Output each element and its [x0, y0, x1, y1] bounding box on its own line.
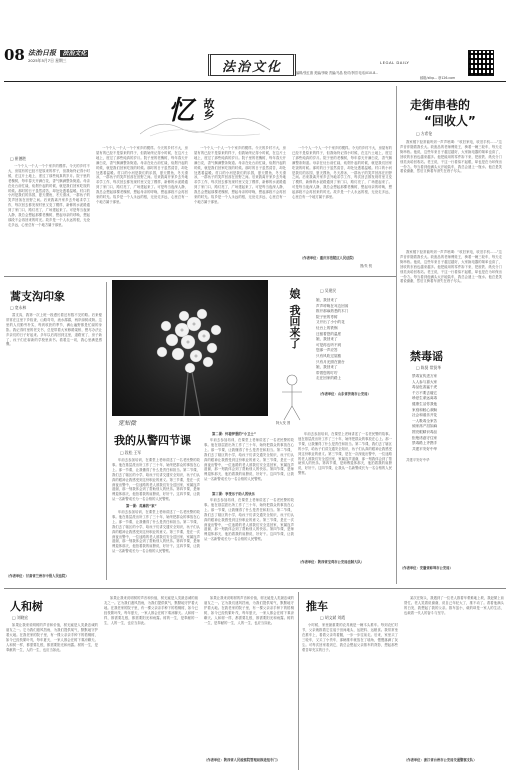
siji-body-text-1b: 年前去参加培训，在课堂上老师讲述了一名老民警的故事。他在基层派出所工作了三十年，始终把群众的事放在心上。那一节课，让我懂得了什么是责任和担当。第二节课，我们去了辖区的小学，给孩子们讲交通安全知识，孩子们认真的眼神让我感受到这份职业的意义。第三节课，是在一次深夜出警中，一位迷路的老人被我们安全送回家，家属连声道谢，那一刻我体会到了帮助别人的快乐。第四节课，是师傅退休那天，他拍着我的肩膀说，好好干。这四节课，让我从一名新警成长为一名合格的人民警察。 — [112, 510, 200, 554]
poem-line: 娘，我回来了 — [316, 337, 338, 342]
poem-title-1: 娘 — [288, 288, 301, 299]
renheshu-body-text-3: 如果让我来说明树的声音和价值，树无疑是人类最忠诚的朋友之一。它为我们遮风挡雨，为我们提供氧气，默默地守护着大地。在我老家的院子里，有一棵父亲亲手种下的梧桐树，如今已经枝繁叶茂，每年夏天，一家人都会在树下乘凉聊天。人和树一样，都需要扎根，都需要阳光和雨露。树的一生，是奉献的一生，人的一生，也应当如此。 — [204, 596, 294, 625]
tuiche-body-col2 — [404, 596, 504, 756]
jinghua-line: 家庭和睦心欢畅 — [412, 407, 438, 412]
section-logo — [208, 54, 296, 76]
siji-body-col2b — [204, 498, 294, 572]
poem-line: 院子里的枣树 — [316, 314, 338, 319]
poem-line: 声声呼唤在耳边回荡 — [316, 303, 349, 308]
siji-body-text-1: 年前去参加培训，在课堂上老师讲述了一名老民警的故事。他在基层派出所工作了三十年，始终把群众的事放在心上。那一节课，让我懂得了什么是责任和担当。第二节课，我们去了辖区的小学，给孩子们讲交通安全知识，孩子们认真的眼神让我感受到这份职业的意义。第三节课，是在一次深夜出警中，一位迷路的老人被我们安全送回家，家属连声道谢，那一刻我体会到了帮助别人的快乐。第四节课，是师傅退休那天，他拍着我的肩膀说，好好干。这四节课，让我从一名新警成长为一名合格的人民警察。 — [112, 458, 200, 502]
huiluren-body-text-1: 我家楼下经常能听到一声声吆喝：“收旧家电，收旧手机……”这声音伴随着我长大。收废品的老师傅姓王，骑着一辆三轮车，每天走街串巷。他说，这些年来日子越过越好，大家换电器的频率也高了，回收的东西也越来越多。他把能用的零件拆下来，把废铁、纸壳分门别类卖给回收站。老王说，干这一行看似不起眼，却也是在为环保出一份力。每当看到他满头大汗地装车，我总会递上一瓶水。他总是笑着说谢谢，然后又骑着车消失在巷子尽头。 — [400, 140, 502, 174]
jinghua-lines — [412, 374, 502, 452]
editor-line: 编辑/张红旗 美编/李晓 责编/马晶 校对/李国 电话/010-8... — [296, 71, 379, 75]
flower-drawing — [112, 280, 268, 416]
top-story-title-main: 忆 — [168, 96, 195, 126]
page-number: 08 — [4, 46, 25, 64]
siji-body-col1b — [112, 510, 200, 572]
poem-line: 走在回家的路上 — [316, 376, 342, 381]
renheshu-body-text-1: 如果让我来说明树的声音和价值，树无疑是人类最忠诚的朋友之一。它为我们遮风挡雨，为我们提供氧气，默默地守护着大地。在我老家的院子里，有一棵父亲亲手种下的梧桐树，如今已经枝繁叶茂，每年夏天，一家人都会在树下乘凉聊天。人和树一样，都需要扎根，都需要阳光和雨露。树的一生，是奉献的一生，人的一生，也应当如此。 — [6, 623, 98, 652]
tuiche-body-col1 — [302, 623, 398, 767]
jinghua-line: 珍爱生命远离毒 — [412, 396, 438, 401]
jinghua-title: 禁毒谣 — [410, 350, 443, 363]
siji-body-col3 — [298, 432, 392, 556]
poem-line: 灶台上的铁锅 — [316, 325, 338, 330]
paper-name — [28, 48, 88, 58]
poem-line: 还留着您的温度 — [316, 331, 342, 336]
siji-body-text-2: 年前去参加培训，在课堂上老师讲述了一名老民警的故事。他在基层派出所工作了三十年，始终把群众的事放在心上。那一节课，让我懂得了什么是责任和担当。第二节课，我们去了辖区的小学，给孩子们讲交通安全知识，孩子们认真的眼神让我感受到这份职业的意义。第三节课，是在一次深夜出警中，一位迷路的老人被我们安全送回家，家属连声道谢，那一刻我体会到了帮助别人的快乐。第四节课，是师傅退休那天，他拍着我的肩膀说，好好干。这四节课，让我从一名新警成长为一名合格的人民警察。 — [204, 438, 294, 482]
top-story-body-col2 — [96, 146, 188, 252]
jinghua-body-text: 共建平安好中华 — [406, 458, 430, 462]
legal-daily-label: LEGAL DAILY — [380, 60, 410, 65]
poem-illustrator: 阿大发 图 — [276, 421, 291, 425]
poem-line: 您那一声应答 — [316, 348, 338, 353]
poem-line: 娘，我回来了 — [316, 365, 338, 370]
top-story-body-text-2: 一个个人一个人一个个家乡的模样。今天的乡村不大，房屋有的已经不是原来的样子，但我始终记得小时候，在这片土地上，度过了那些纯真的岁月。院子里的老槐树，每年春天开满白花，香气飘满整条街道。母亲在灶台前忙碌，炊烟升起的时候，就是我们回家吃饭的时候。那时的日子虽然清苦，却处处透着温暖。村口的小河是我们的乐园，夏天摸鱼，冬天滑冰，一群孩子的笑声回荡在田野之间。后来我离开家乡去外地求学工作，每次回去都发现村里又变了模样，新修的水泥路通到了家门口，路灯亮了，广场建起来了。可是每当夜深人静，我总会想起那棵老槐树，想起母亲的呼唤，想起那段不会再回来的时光。故乡是一个人永远的根，无论走多远，心里总有一个地方属于那里。 — [96, 146, 188, 204]
jinghua-line: 千万不要去碰它 — [412, 390, 438, 395]
renheshu-body-col2 — [104, 596, 198, 768]
right-column-rule — [396, 86, 397, 584]
poem-line: 带着您的叮咛 — [316, 370, 338, 375]
poem-illustration — [270, 370, 314, 422]
jinghua-line: 人人参与靠大家 — [412, 379, 438, 384]
jinghua-line: 共建平安好中华 — [412, 446, 438, 451]
jinghua-line: 社会和谐乐开花 — [412, 413, 438, 418]
huiluren-body-col1 — [400, 140, 502, 250]
poem-title-2: 我回来了 — [288, 304, 301, 349]
huiluren-note: （作者单位：重庆市涪陵区人民法院） — [300, 256, 357, 260]
gaozhi-rule — [106, 282, 107, 580]
poem-line: 只有月光照在窗台 — [316, 359, 345, 364]
section-rule-1 — [4, 276, 396, 277]
renheshu-body-col3 — [204, 596, 294, 756]
flower-caption: 宽知微 — [118, 420, 137, 427]
gaozhi-note: （作者单位：甘肃省兰州市中级人民法院） — [6, 574, 69, 578]
jinghua-line: 毒品危害猛于虎 — [412, 385, 438, 390]
poem-line: 又开出了小小的花 — [316, 320, 345, 325]
siji-sub3: 第三课：享受乐于助人的快乐 — [212, 492, 255, 496]
top-story-body-text-3: 一个个人一个人一个个家乡的模样。今天的乡村不大，房屋有的已经不是原来的样子，但我始终记得小时候，在这片土地上，度过了那些纯真的岁月。院子里的老槐树，每年春天开满白花，香气飘满整条街道。母亲在灶台前忙碌，炊烟升起的时候，就是我们回家吃饭的时候。那时的日子虽然清苦，却处处透着温暖。村口的小河是我们的乐园，夏天摸鱼，冬天滑冰，一群孩子的笑声回荡在田野之间。后来我离开家乡去外地求学工作，每次回去都发现村里又变了模样，新修的水泥路通到了家门口，路灯亮了，广场建起来了。可是每当夜深人静，我总会想起那棵老槐树，想起母亲的呼唤，想起那段不会再回来的时光。故乡是一个人永远的根，无论走多远，心里总有一个地方属于那里。 — [194, 146, 286, 204]
siji-author: □ 段松 王军 — [120, 450, 142, 455]
qr-code — [468, 50, 494, 76]
tuiche-body-text-1: 小时候，家里最重要的农具就是一辆木头推车。每到农忙时节，父亲就推着它往返于田间地头，运肥料、运粮食。我常常坐在推车上，看着父亲弯着腰，一步一步往前走。后来，家里买了三轮车，又买了小货车，那辆推车就放在了墙角，慢慢落满了灰尘。可每次回家看到它，我总会想起父亲推车的背影，想起那些艰苦却充实的日子。 — [302, 623, 398, 652]
siji-body-col2 — [204, 438, 294, 490]
gaozhi-author: □ 宽永林 — [10, 305, 27, 310]
poem-lines — [316, 298, 394, 382]
tuiche-note: （作者单位：浙江省台州市公安局交通警察支队） — [404, 758, 477, 762]
tuiche-author: □ 胡文斌 刘霞 — [320, 615, 345, 620]
huiluren-author: □ 方希伦 — [416, 131, 433, 136]
siji-title: 我的从警四节课 — [114, 434, 191, 447]
siji-body-text-2b: 年前去参加培训，在课堂上老师讲述了一名老民警的故事。他在基层派出所工作了三十年，始终把群众的事放在心上。那一节课，让我懂得了什么是责任和担当。第二节课，我们去了辖区的小学，给孩子们讲交通安全知识，孩子们认真的眼神让我感受到这份职业的意义。第三节课，是在一次深夜出警中，一位迷路的老人被我们安全送回家，家属连声道谢，那一刻我体会到了帮助别人的快乐。第四节课，是师傅退休那天，他拍着我的肩膀说，好好干。这四节课，让我从一名新警成长为一名合格的人民警察。 — [204, 498, 294, 542]
renheshu-note: （作者单位：陕西省人民检察院管理局推进组专门） — [204, 758, 280, 762]
top-story-body-col3 — [194, 146, 286, 252]
siji-sub1: 第一课：英雄的“家” — [126, 504, 157, 508]
renheshu-author: □ 刘晓宏 — [12, 615, 29, 620]
poem-line: 只有风吹过屋檐 — [316, 353, 342, 358]
top-story-author: □ 崔德胜 — [10, 156, 27, 161]
jinghua-line: 健康生活你我他 — [412, 401, 438, 406]
section-rule-2 — [4, 588, 506, 589]
email-line: 邮箱/xlkp... @126.com — [420, 76, 456, 80]
bottom-rule — [298, 592, 299, 770]
gaozhi-body-col1 — [6, 313, 102, 571]
siji-note: （作者单位：陕西省宝鸡市公安局法制大队） — [298, 560, 364, 564]
huiluren-title-line2: “回收人” — [424, 114, 476, 128]
jinghua-line: 一人吸毒全家苦 — [412, 418, 438, 423]
date-line: 2025年5月7日 星期三 — [28, 58, 67, 63]
gaozhi-body-text-1: 蒿支沟，我第一次上班一段漫长着还有数不完的路。后来便常常在这里下乡检查，山路弯弯，流水潺潺，两岸绿树成荫。这里的人们勤劳朴实，每到收获的季节，满山遍野都是忙碌的身影。我记得村里的老支书，总是带着大家修路架桥，想尽办法让乡亲们的日子好起来。多年以后再回到这里，道路宽了，房子新了，孩子们在崭新的学校里读书。看着这一切，我心里满是感慨。 — [6, 313, 102, 347]
top-story-body-text-1: 一个个人一个人一个个家乡的模样。今天的乡村不大，房屋有的已经不是原来的样子，但我始终记得小时候，在这片土地上，度过了那些纯真的岁月。院子里的老槐树，每年春天开满白花，香气飘满整条街道。母亲在灶台前忙碌，炊烟升起的时候，就是我们回家吃饭的时候。那时的日子虽然清苦，却处处透着温暖。村口的小河是我们的乐园，夏天摸鱼，冬天滑冰，一群孩子的笑声回荡在田野之间。后来我离开家乡去外地求学工作，每次回去都发现村里又变了模样，新修的水泥路通到了家门口，路灯亮了，广场建起来了。可是每当夜深人静，我总会想起那棵老槐树，想起母亲的呼唤，想起那段不会再回来的时光。故乡是一个人永远的根，无论走多远，心里总有一个地方属于那里。 — [8, 164, 90, 227]
top-story-title-area — [140, 88, 270, 138]
siji-sub2: 第二课：怀着梦想的“小卫士” — [212, 432, 256, 436]
flower-photo — [112, 280, 268, 416]
poem-author: □ 吴建民 — [320, 288, 337, 293]
header-rule — [4, 81, 506, 82]
jinghua-body — [400, 458, 502, 558]
huiluren-drawer: 图/朱 锐 — [360, 264, 373, 268]
figure-drawing — [270, 370, 314, 422]
top-story-title-sub: 故乡 — [202, 98, 215, 120]
jinghua-line: 擦亮眼睛识毒品 — [412, 429, 438, 434]
poem-line: 可是再也听不到 — [316, 342, 342, 347]
tuiche-body-text-2: 某次在街头，我遇到了一位老人推着车艰难地上坡，我赶紧上前帮忙。老人笑着说谢谢，说自己年纪大了，推不动了。看着他满头的白发，我想起了我的父亲。推车虽小，载的却是一家人的生活，也载着一代人的奋斗与坚守。 — [404, 596, 504, 615]
siji-body-text-3: 年前去参加培训，在课堂上老师讲述了一名老民警的故事。他在基层派出所工作了三十年，始终把群众的事放在心上。那一节课，让我懂得了什么是责任和担当。第二节课，我们去了辖区的小学，给孩子们讲交通安全知识，孩子们认真的眼神让我感受到这份职业的意义。第三节课，是在一次深夜出警中，一位迷路的老人被我们安全送回家，家属连声道谢，那一刻我体会到了帮助别人的快乐。第四节课，是师傅退休那天，他拍着我的肩膀说，好好干。这四节课，让我从一名新警成长为一名合格的人民警察。 — [298, 432, 392, 476]
section-logo-text: 法治文化 — [221, 59, 282, 75]
jinghua-note: （作者单位：安徽省蚌埠市公安局） — [400, 566, 453, 570]
jinghua-line: 禁毒宣传进万家 — [412, 374, 438, 378]
poem-line: 娘，我回来了 — [316, 298, 338, 302]
edition-label: 法治文化 — [62, 50, 87, 57]
top-story-body-col4 — [292, 146, 392, 252]
jinghua-line: 禁毒路上齐携手 — [412, 441, 438, 446]
paper-name-text: 法治日报 — [28, 48, 56, 57]
huiluren-body-text-2: 我家楼下经常能听到一声声吆喝：“收旧家电，收旧手机……”这声音伴随着我长大。收废品的老师傅姓王，骑着一辆三轮车，每天走街串巷。他说，这些年来日子越过越好，大家换电器的频率也高了，回收的东西也越来越多。他把能用的零件拆下来，把废铁、纸壳分门别类卖给回收站。老王说，干这一行看似不起眼，却也是在为环保出一份力。每当看到他满头大汗地装车，我总会递上一瓶水。他总是笑着说谢谢，然后又骑着车消失在巷子尽头。 — [400, 250, 502, 284]
tuiche-title: 推车 — [306, 600, 328, 613]
poem-title — [276, 288, 304, 366]
jinghua-line: 拒绝诱惑守住家 — [412, 435, 438, 440]
renheshu-body-text-2: 如果让我来说明树的声音和价值，树无疑是人类最忠诚的朋友之一。它为我们遮风挡雨，为我们提供氧气，默默地守护着大地。在我老家的院子里，有一棵父亲亲手种下的梧桐树，如今已经枝繁叶茂，每年夏天，一家人都会在树下乘凉聊天。人和树一样，都需要扎根，都需要阳光和雨露。树的一生，是奉献的一生，人的一生，也应当如此。 — [104, 596, 198, 625]
poem-note: （作者单位：山东省济南市公安局） — [318, 392, 371, 396]
siji-body-col1 — [112, 458, 200, 502]
renheshu-title: 人和树 — [10, 600, 43, 613]
poem-line: 推开那扇熟悉的木门 — [316, 309, 349, 314]
jinghua-author: □ 陈贤 常贤华 — [416, 365, 441, 370]
top-story-body-col1 — [8, 164, 90, 254]
jinghua-line: 倾家荡产泪如麻 — [412, 424, 438, 429]
huiluren-body-col2 — [400, 250, 502, 338]
top-story-body-text-4: 一个个人一个人一个个家乡的模样。今天的乡村不大，房屋有的已经不是原来的样子，但我始终记得小时候，在这片土地上，度过了那些纯真的岁月。院子里的老槐树，每年春天开满白花，香气飘满整条街道。母亲在灶台前忙碌，炊烟升起的时候，就是我们回家吃饭的时候。那时的日子虽然清苦，却处处透着温暖。村口的小河是我们的乐园，夏天摸鱼，冬天滑冰，一群孩子的笑声回荡在田野之间。后来我离开家乡去外地求学工作，每次回去都发现村里又变了模样，新修的水泥路通到了家门口，路灯亮了，广场建起来了。可是每当夜深人静，我总会想起那棵老槐树，想起母亲的呼唤，想起那段不会再回来的时光。故乡是一个人永远的根，无论走多远，心里总有一个地方属于那里。 — [292, 146, 392, 200]
renheshu-body-col1 — [6, 623, 98, 767]
huiluren-title-line1: 走街串巷的 — [410, 98, 471, 112]
gaozhi-title: 蒿支沟印象 — [10, 290, 65, 303]
